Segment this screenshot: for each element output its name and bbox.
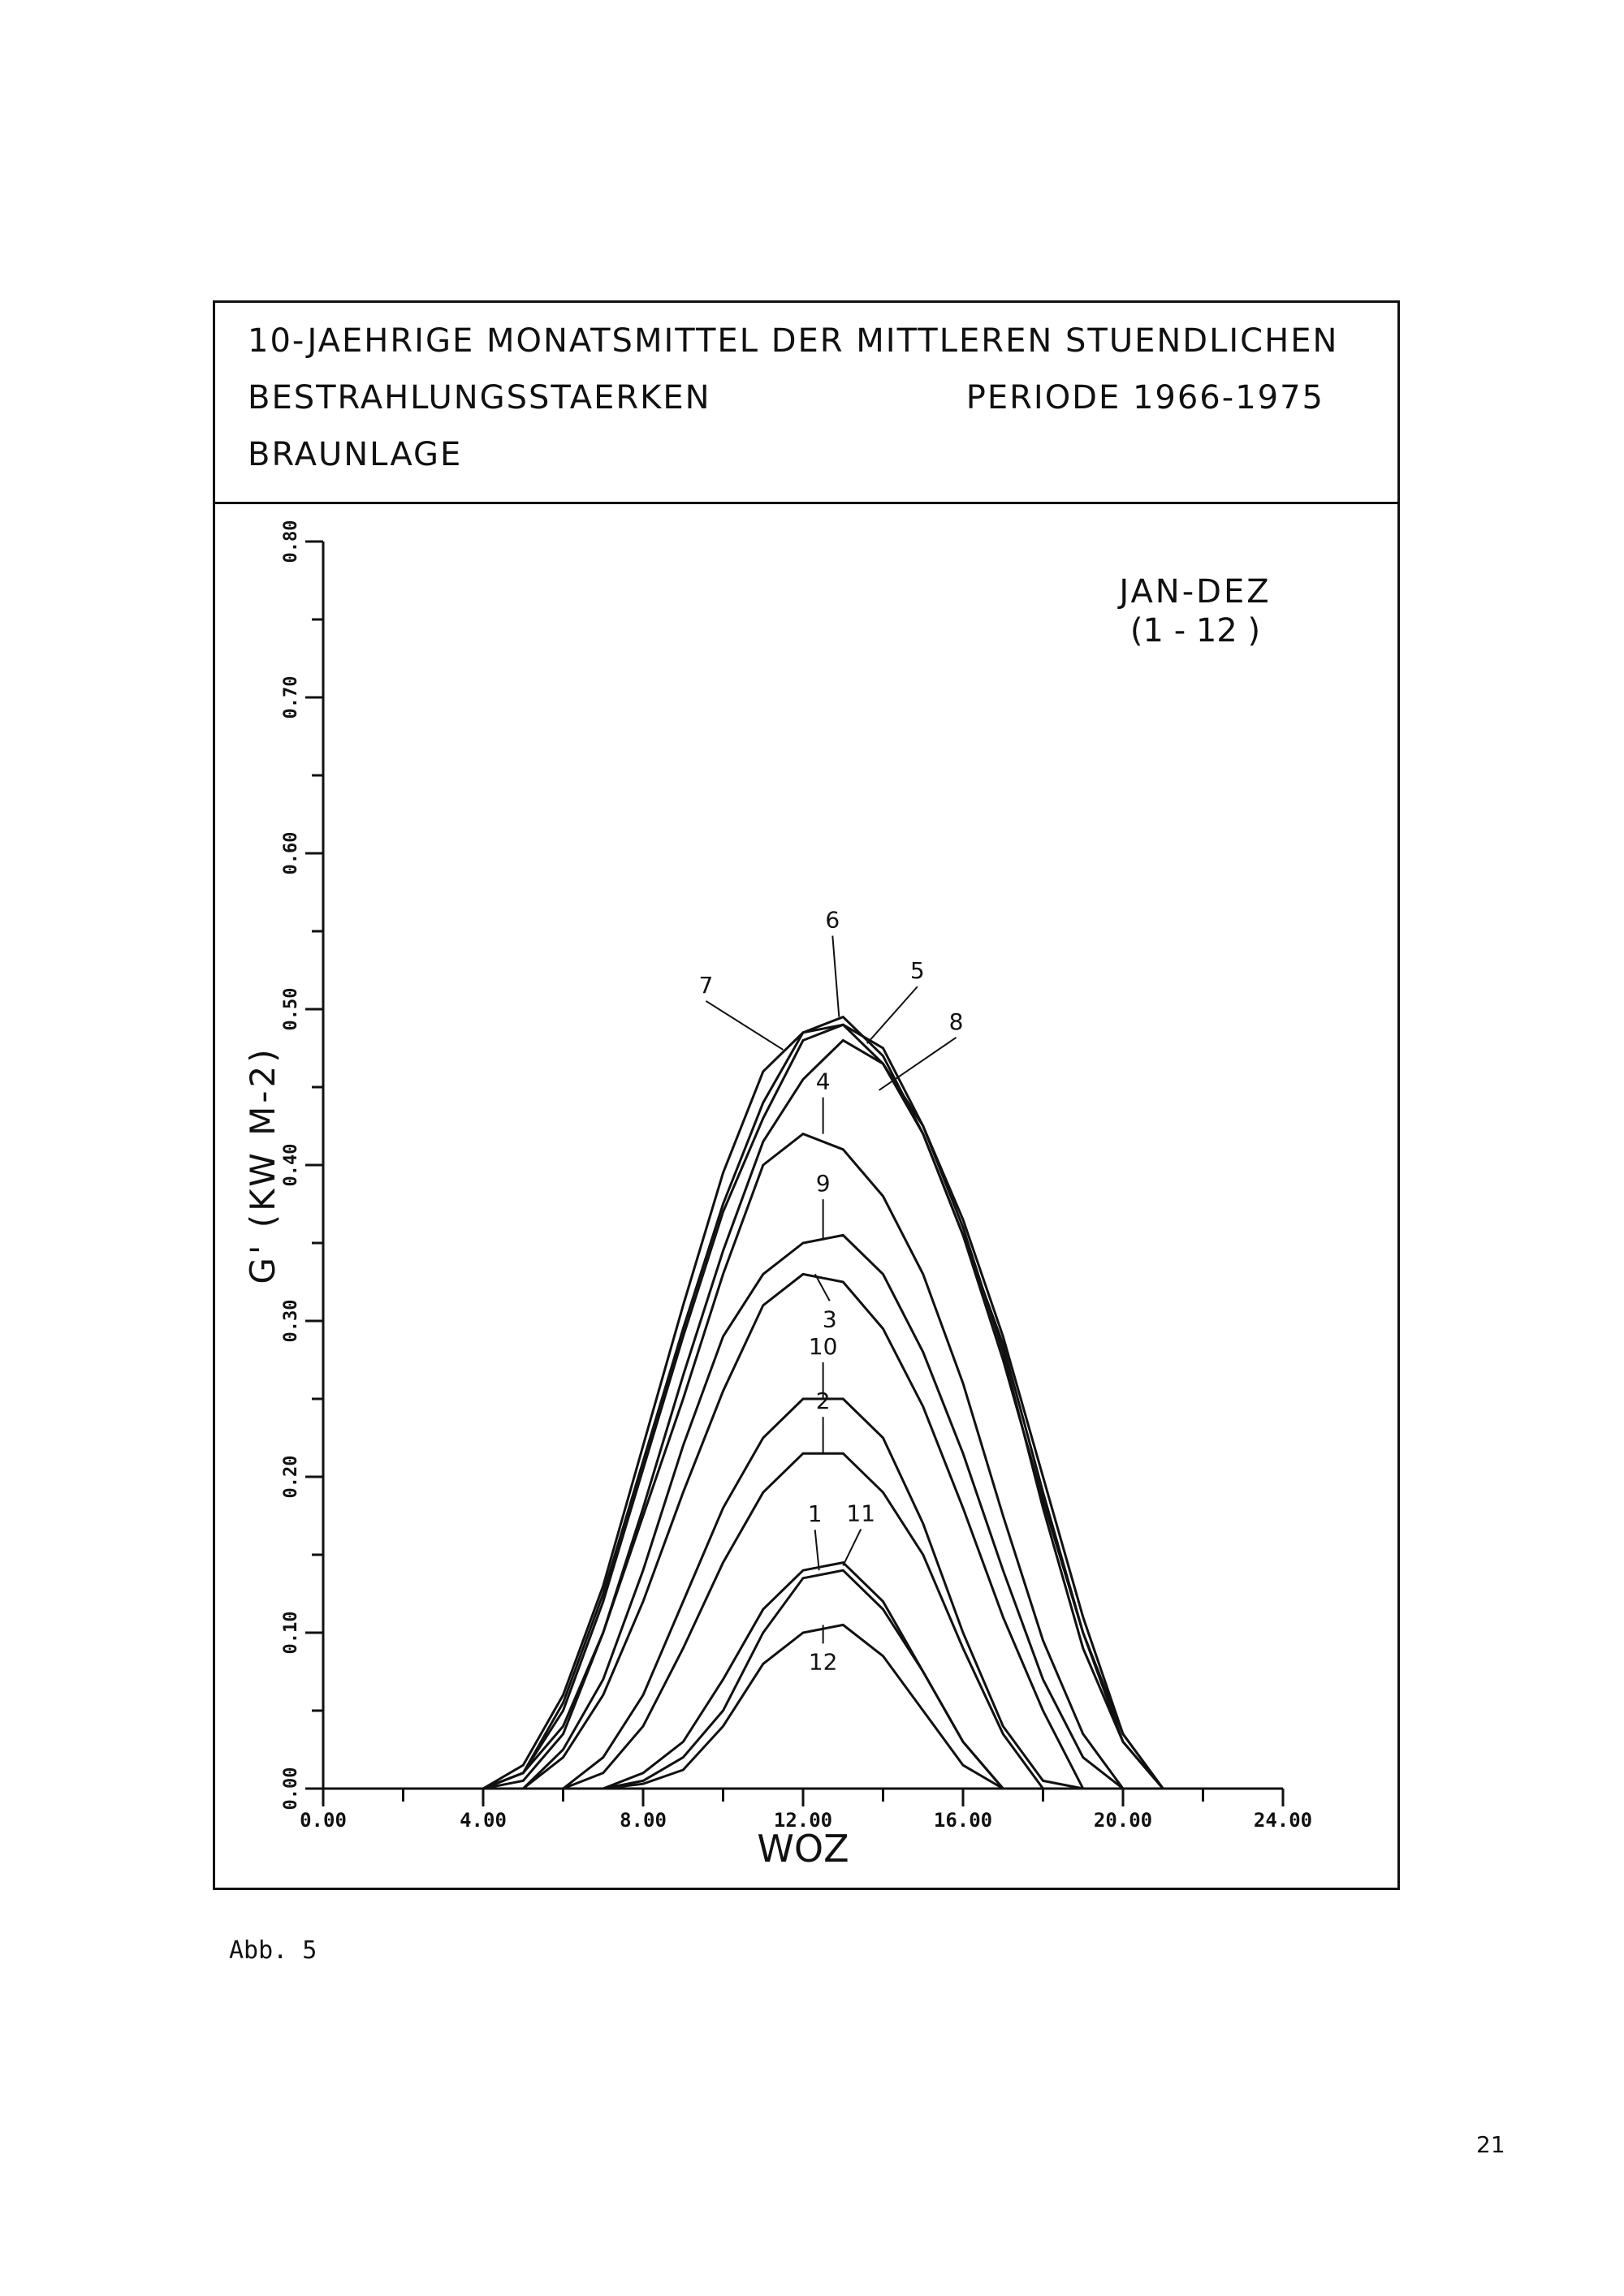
x-axis-title: WOZ <box>757 1827 849 1871</box>
series-label-2: 2 <box>815 1388 831 1415</box>
y-tick-label: 0.10 <box>281 1611 301 1655</box>
series-line-11 <box>603 1563 1004 1789</box>
y-tick-label: 0.80 <box>281 520 301 563</box>
y-axis-title: G' (KW M-2) <box>243 1046 283 1284</box>
figure-title-line-1: 10-JAEHRIGE MONATSMITTEL DER MITTLEREN STUENDLICHEN <box>248 322 1339 360</box>
series-label-8: 8 <box>948 1008 964 1035</box>
x-tick-label: 16.00 <box>933 1809 993 1832</box>
series-label-leader <box>843 1529 861 1565</box>
series-label-10: 10 <box>808 1333 838 1360</box>
series-label-leader <box>867 986 918 1043</box>
y-tick-label: 0.00 <box>281 1767 301 1810</box>
series-label-12: 12 <box>808 1648 838 1676</box>
figure-station: BRAUNLAGE <box>248 436 463 473</box>
x-tick-label: 0.00 <box>300 1809 347 1832</box>
series-label-leader <box>815 1530 819 1570</box>
series-label-1: 1 <box>807 1500 823 1528</box>
series-label-7: 7 <box>698 971 714 999</box>
axis-layer <box>243 520 1312 1871</box>
y-tick-label: 0.30 <box>281 1299 301 1343</box>
y-tick-label: 0.20 <box>281 1455 301 1499</box>
annotation-month-range: (1 - 12 ) <box>1129 612 1261 650</box>
series-label-4: 4 <box>815 1068 831 1095</box>
y-tick-label: 0.40 <box>281 1143 301 1187</box>
y-tick-label: 0.70 <box>281 675 301 719</box>
series-label-3: 3 <box>822 1306 837 1333</box>
series-label-6: 6 <box>825 906 840 934</box>
series-label-11: 11 <box>846 1500 876 1527</box>
figure-caption: Abb. 5 <box>229 1936 317 1965</box>
page-number: 21 <box>1476 2131 1505 2158</box>
series-label-5: 5 <box>909 957 925 985</box>
figure-title-line-2: BESTRAHLUNGSSTAERKEN <box>248 379 711 416</box>
series-label-9: 9 <box>815 1170 831 1198</box>
x-tick-label: 12.00 <box>773 1809 833 1832</box>
y-tick-label: 0.50 <box>281 987 301 1031</box>
y-tick-label: 0.60 <box>281 831 301 875</box>
series-label-leader <box>706 1001 783 1050</box>
x-tick-label: 20.00 <box>1093 1809 1153 1832</box>
x-tick-label: 4.00 <box>460 1809 507 1832</box>
series-label-leader <box>832 936 839 1017</box>
x-tick-label: 8.00 <box>620 1809 667 1832</box>
x-tick-label: 24.00 <box>1253 1809 1313 1832</box>
figure-period: PERIODE 1966-1975 <box>965 379 1324 416</box>
annotation-months: JAN-DEZ <box>1119 573 1272 611</box>
